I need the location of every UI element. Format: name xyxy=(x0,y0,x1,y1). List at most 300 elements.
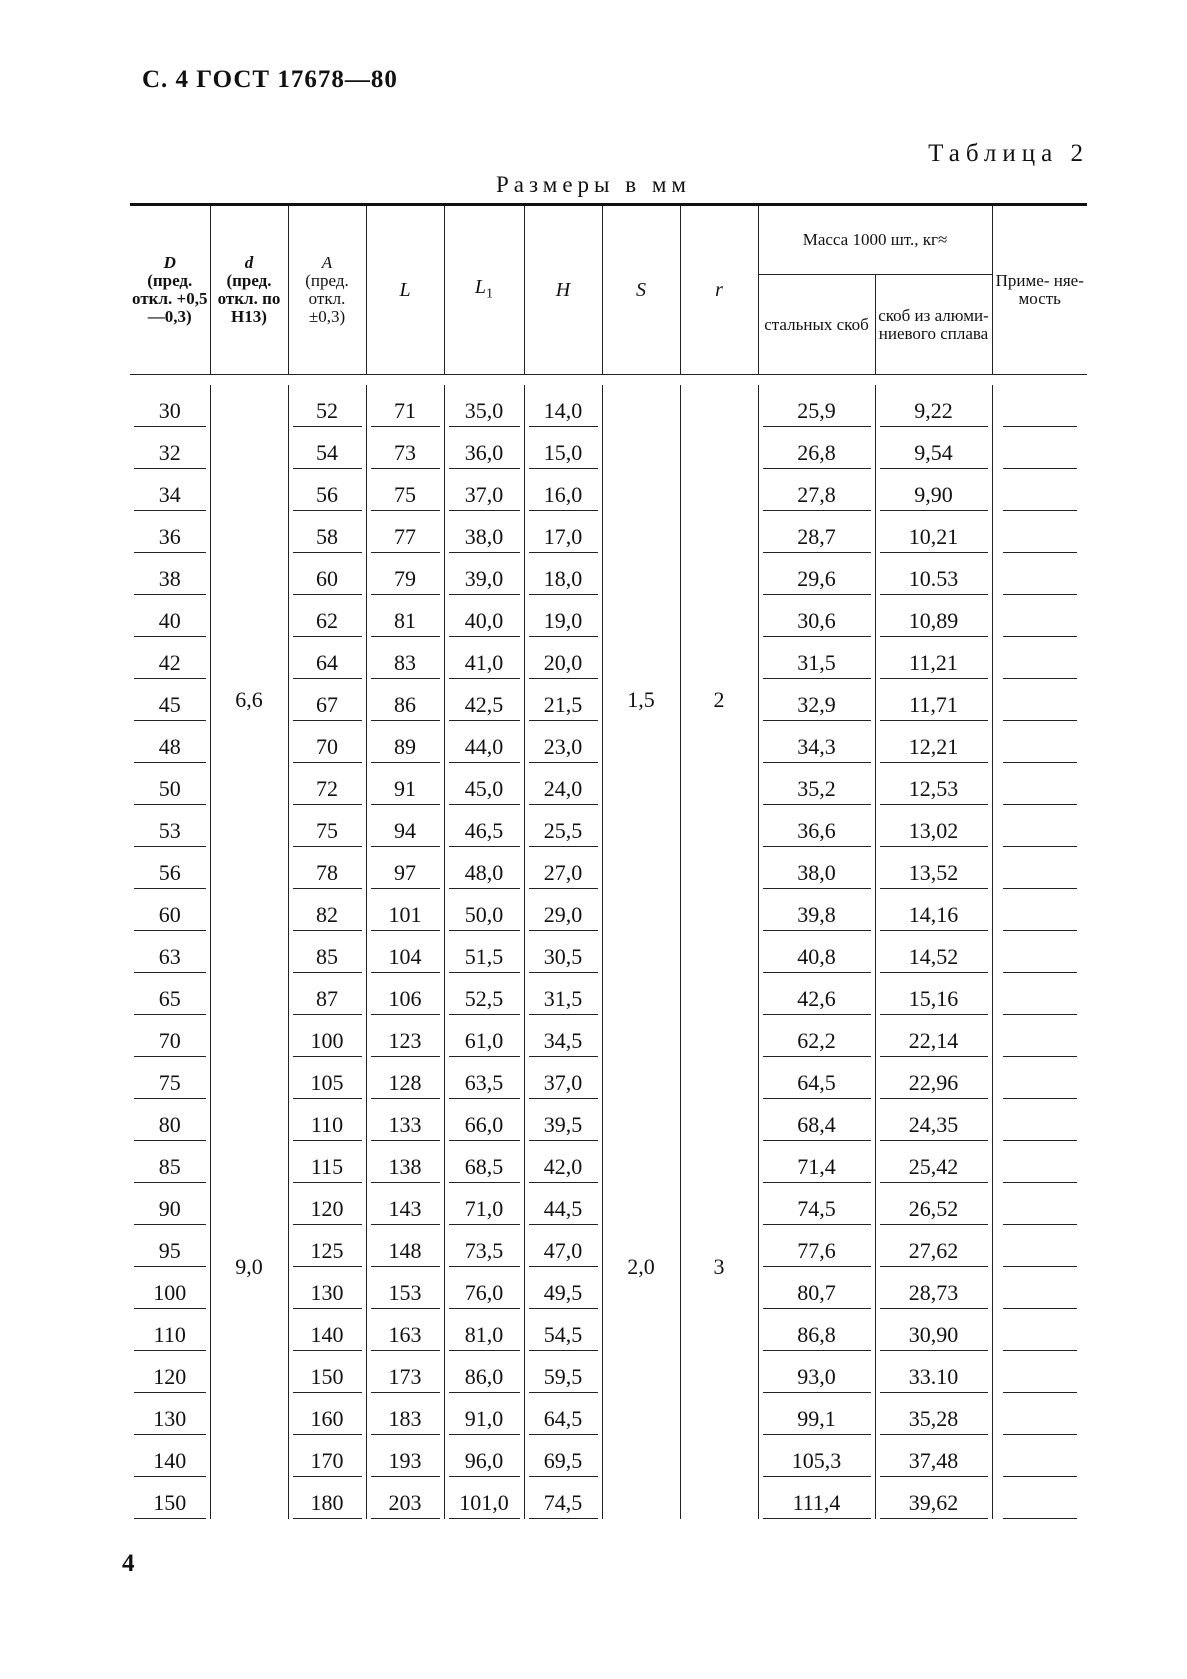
cell-mass-steel xyxy=(758,1141,875,1183)
cell-H xyxy=(524,511,602,553)
cell-mass-steel xyxy=(758,763,875,805)
cell-A-value: 115 xyxy=(293,1154,362,1183)
cell-mass-steel xyxy=(758,679,875,721)
cell-D-value: 70 xyxy=(134,1028,206,1057)
cell-D-value: 56 xyxy=(134,860,206,889)
cell-H xyxy=(524,427,602,469)
cell-L xyxy=(366,637,444,679)
cell-A-value: 87 xyxy=(293,986,362,1015)
cell-D-value: 60 xyxy=(134,902,206,931)
units-caption: Размеры в мм xyxy=(496,172,691,197)
cell-L1 xyxy=(444,1183,524,1225)
cell-H xyxy=(524,1435,602,1477)
cell-D xyxy=(130,637,210,679)
cell-mass-alu xyxy=(875,1267,992,1309)
cell-H xyxy=(524,1057,602,1099)
cell-L xyxy=(366,847,444,889)
cell-H xyxy=(524,1225,602,1267)
cell-mass-alu xyxy=(875,973,992,1015)
usage-blank-line xyxy=(1003,650,1078,679)
cell-mass-steel xyxy=(758,931,875,973)
cell-H xyxy=(524,637,602,679)
cell-mass-alu xyxy=(875,1015,992,1057)
col-header-r xyxy=(680,205,758,375)
usage-blank-line xyxy=(1003,1154,1078,1183)
col-S-symbol: S xyxy=(636,278,646,301)
table-row xyxy=(130,1015,1087,1057)
cell-A-value: 78 xyxy=(293,860,362,889)
cell-A xyxy=(288,847,366,889)
cell-H xyxy=(524,1477,602,1519)
cell-L-value: 163 xyxy=(371,1322,440,1351)
cell-mass-alu-value: 33.10 xyxy=(880,1364,988,1393)
cell-mass-alu-value: 28,73 xyxy=(880,1280,988,1309)
cell-usage xyxy=(992,847,1087,889)
cell-H xyxy=(524,931,602,973)
cell-A-value: 52 xyxy=(293,398,362,427)
usage-blank-line xyxy=(1003,1070,1078,1099)
cell-H xyxy=(524,1267,602,1309)
cell-usage xyxy=(992,511,1087,553)
cell-L1-value: 52,5 xyxy=(449,986,520,1015)
cell-L-value: 101 xyxy=(371,902,440,931)
cell-mass-alu-value: 30,90 xyxy=(880,1322,988,1351)
cell-mass-alu-value: 14,16 xyxy=(880,902,988,931)
usage-blank-line xyxy=(1003,1490,1078,1519)
cell-mass-steel-value: 29,6 xyxy=(763,566,871,595)
cell-H-value: 42,0 xyxy=(529,1154,598,1183)
cell-L1-value: 73,5 xyxy=(449,1238,520,1267)
cell-L-value: 133 xyxy=(371,1112,440,1141)
cell-mass-steel xyxy=(758,469,875,511)
cell-D xyxy=(130,1351,210,1393)
cell-L1 xyxy=(444,973,524,1015)
cell-mass-steel-value: 31,5 xyxy=(763,650,871,679)
cell-mass-alu-value: 37,48 xyxy=(880,1448,988,1477)
cell-mass-steel xyxy=(758,1267,875,1309)
cell-D-value: 38 xyxy=(134,566,206,595)
cell-mass-steel xyxy=(758,553,875,595)
cell-A xyxy=(288,1435,366,1477)
cell-mass-steel xyxy=(758,385,875,427)
cell-H xyxy=(524,1015,602,1057)
cell-H-value: 39,5 xyxy=(529,1112,598,1141)
cell-L1 xyxy=(444,1015,524,1057)
cell-L1 xyxy=(444,721,524,763)
cell-H xyxy=(524,1309,602,1351)
cell-L xyxy=(366,385,444,427)
usage-blank-line xyxy=(1003,1448,1078,1477)
cell-H-value: 19,0 xyxy=(529,608,598,637)
cell-L xyxy=(366,1183,444,1225)
cell-L xyxy=(366,553,444,595)
cell-D xyxy=(130,1183,210,1225)
cell-H-value: 15,0 xyxy=(529,440,598,469)
cell-usage xyxy=(992,805,1087,847)
cell-H-value: 29,0 xyxy=(529,902,598,931)
cell-D-value: 36 xyxy=(134,524,206,553)
cell-mass-alu-value: 13,02 xyxy=(880,818,988,847)
cell-mass-steel-value: 34,3 xyxy=(763,734,871,763)
cell-D xyxy=(130,1477,210,1519)
usage-blank-line xyxy=(1003,734,1078,763)
cell-usage xyxy=(992,931,1087,973)
cell-S-group: 1,5 xyxy=(602,385,680,1015)
cell-L1-value: 63,5 xyxy=(449,1070,520,1099)
cell-D-value: 32 xyxy=(134,440,206,469)
usage-blank-line xyxy=(1003,440,1078,469)
cell-mass-alu-value: 27,62 xyxy=(880,1238,988,1267)
col-header-usage: Приме- няе- мость xyxy=(992,205,1087,375)
cell-mass-steel xyxy=(758,1015,875,1057)
usage-blank-line xyxy=(1003,524,1078,553)
cell-L1 xyxy=(444,385,524,427)
cell-L xyxy=(366,1351,444,1393)
cell-D xyxy=(130,1267,210,1309)
cell-H-value: 44,5 xyxy=(529,1196,598,1225)
cell-D-value: 42 xyxy=(134,650,206,679)
cell-L1 xyxy=(444,1141,524,1183)
cell-L1 xyxy=(444,1057,524,1099)
cell-L xyxy=(366,1225,444,1267)
cell-A xyxy=(288,595,366,637)
cell-L1 xyxy=(444,469,524,511)
table-row xyxy=(130,385,1087,427)
cell-D xyxy=(130,1225,210,1267)
cell-D xyxy=(130,595,210,637)
cell-mass-steel-value: 39,8 xyxy=(763,902,871,931)
cell-mass-steel-value: 38,0 xyxy=(763,860,871,889)
cell-A xyxy=(288,1267,366,1309)
cell-L1 xyxy=(444,931,524,973)
cell-H xyxy=(524,385,602,427)
cell-A xyxy=(288,889,366,931)
cell-H xyxy=(524,1099,602,1141)
cell-mass-steel xyxy=(758,1225,875,1267)
cell-L1-value: 76,0 xyxy=(449,1280,520,1309)
cell-mass-steel-value: 77,6 xyxy=(763,1238,871,1267)
cell-mass-alu xyxy=(875,511,992,553)
cell-mass-alu xyxy=(875,847,992,889)
cell-L1-value: 42,5 xyxy=(449,692,520,721)
cell-H-value: 69,5 xyxy=(529,1448,598,1477)
cell-L1-value: 66,0 xyxy=(449,1112,520,1141)
col-header-L xyxy=(366,205,444,375)
cell-mass-steel xyxy=(758,973,875,1015)
cell-mass-alu xyxy=(875,1183,992,1225)
cell-usage xyxy=(992,637,1087,679)
cell-L1-value: 71,0 xyxy=(449,1196,520,1225)
cell-H xyxy=(524,595,602,637)
cell-A xyxy=(288,1351,366,1393)
cell-L1-value: 39,0 xyxy=(449,566,520,595)
cell-usage xyxy=(992,889,1087,931)
cell-mass-alu-value: 24,35 xyxy=(880,1112,988,1141)
cell-usage xyxy=(992,469,1087,511)
cell-mass-alu xyxy=(875,1477,992,1519)
cell-H-value: 30,5 xyxy=(529,944,598,973)
cell-mass-alu xyxy=(875,637,992,679)
cell-mass-alu xyxy=(875,1309,992,1351)
cell-L1-value: 101,0 xyxy=(449,1490,520,1519)
cell-A-value: 54 xyxy=(293,440,362,469)
usage-blank-line xyxy=(1003,1028,1078,1057)
cell-L1-value: 91,0 xyxy=(449,1406,520,1435)
cell-A-value: 72 xyxy=(293,776,362,805)
cell-A-value: 150 xyxy=(293,1364,362,1393)
cell-L-value: 77 xyxy=(371,524,440,553)
usage-blank-line xyxy=(1003,482,1078,511)
cell-D-value: 150 xyxy=(134,1490,206,1519)
cell-A-value: 140 xyxy=(293,1322,362,1351)
cell-mass-steel xyxy=(758,1099,875,1141)
cell-H xyxy=(524,553,602,595)
cell-mass-alu xyxy=(875,1435,992,1477)
cell-L-value: 97 xyxy=(371,860,440,889)
cell-mass-steel-value: 30,6 xyxy=(763,608,871,637)
table-body xyxy=(130,385,1087,1519)
cell-A-value: 70 xyxy=(293,734,362,763)
cell-A xyxy=(288,1057,366,1099)
cell-d-group: 6,6 xyxy=(210,385,288,1015)
cell-D xyxy=(130,553,210,595)
cell-mass-steel xyxy=(758,847,875,889)
cell-A xyxy=(288,469,366,511)
cell-mass-alu xyxy=(875,427,992,469)
cell-mass-steel-value: 40,8 xyxy=(763,944,871,973)
cell-L1-value: 50,0 xyxy=(449,902,520,931)
cell-L-value: 193 xyxy=(371,1448,440,1477)
cell-usage xyxy=(992,1351,1087,1393)
cell-L1-value: 68,5 xyxy=(449,1154,520,1183)
cell-L1-value: 48,0 xyxy=(449,860,520,889)
cell-A-value: 130 xyxy=(293,1280,362,1309)
cell-H-value: 18,0 xyxy=(529,566,598,595)
cell-L-value: 153 xyxy=(371,1280,440,1309)
cell-L1-value: 81,0 xyxy=(449,1322,520,1351)
cell-D xyxy=(130,973,210,1015)
usage-blank-line xyxy=(1003,1112,1078,1141)
cell-D xyxy=(130,763,210,805)
cell-D xyxy=(130,1309,210,1351)
cell-mass-steel-value: 99,1 xyxy=(763,1406,871,1435)
cell-D xyxy=(130,469,210,511)
cell-A xyxy=(288,1477,366,1519)
cell-D xyxy=(130,1141,210,1183)
cell-L xyxy=(366,1057,444,1099)
cell-mass-alu xyxy=(875,931,992,973)
cell-L-value: 73 xyxy=(371,440,440,469)
cell-L-value: 79 xyxy=(371,566,440,595)
usage-blank-line xyxy=(1003,1364,1078,1393)
cell-L1 xyxy=(444,427,524,469)
usage-blank-line xyxy=(1003,692,1078,721)
cell-L1-value: 35,0 xyxy=(449,398,520,427)
cell-H xyxy=(524,847,602,889)
cell-mass-alu-value: 26,52 xyxy=(880,1196,988,1225)
col-L1-symbol: L xyxy=(474,275,487,298)
cell-S-group: 2,0 xyxy=(602,1015,680,1519)
cell-L1-value: 45,0 xyxy=(449,776,520,805)
cell-mass-alu xyxy=(875,553,992,595)
cell-mass-alu xyxy=(875,1057,992,1099)
cell-D-value: 48 xyxy=(134,734,206,763)
cell-A-value: 82 xyxy=(293,902,362,931)
cell-D-value: 65 xyxy=(134,986,206,1015)
cell-L-value: 143 xyxy=(371,1196,440,1225)
cell-A-value: 64 xyxy=(293,650,362,679)
cell-D-value: 95 xyxy=(134,1238,206,1267)
cell-mass-steel-value: 64,5 xyxy=(763,1070,871,1099)
cell-mass-alu xyxy=(875,469,992,511)
cell-D xyxy=(130,721,210,763)
cell-mass-steel xyxy=(758,889,875,931)
col-header-H xyxy=(524,205,602,375)
col-D-symbol: D xyxy=(163,253,176,272)
cell-mass-steel-value: 111,4 xyxy=(763,1490,871,1519)
col-header-L1 xyxy=(444,205,524,375)
cell-A xyxy=(288,973,366,1015)
cell-mass-steel xyxy=(758,637,875,679)
cell-A xyxy=(288,1015,366,1057)
cell-H-value: 34,5 xyxy=(529,1028,598,1057)
cell-H xyxy=(524,1141,602,1183)
cell-A xyxy=(288,1393,366,1435)
page-number: 4 xyxy=(122,1550,135,1577)
cell-L-value: 91 xyxy=(371,776,440,805)
col-header-S xyxy=(602,205,680,375)
cell-mass-alu xyxy=(875,721,992,763)
cell-L-value: 173 xyxy=(371,1364,440,1393)
cell-mass-steel-value: 28,7 xyxy=(763,524,871,553)
cell-mass-steel xyxy=(758,427,875,469)
cell-mass-alu xyxy=(875,1351,992,1393)
usage-blank-line xyxy=(1003,818,1078,847)
cell-mass-alu-value: 12,53 xyxy=(880,776,988,805)
cell-A-value: 120 xyxy=(293,1196,362,1225)
cell-L1-value: 96,0 xyxy=(449,1448,520,1477)
col-header-steel: стальных скоб xyxy=(758,275,875,375)
usage-blank-line xyxy=(1003,398,1078,427)
cell-usage xyxy=(992,679,1087,721)
cell-L xyxy=(366,1267,444,1309)
cell-L1-value: 36,0 xyxy=(449,440,520,469)
cell-L1-value: 46,5 xyxy=(449,818,520,847)
page-header: С. 4 ГОСТ 17678—80 xyxy=(142,66,398,93)
cell-L1 xyxy=(444,1267,524,1309)
cell-D-value: 120 xyxy=(134,1364,206,1393)
cell-A-value: 75 xyxy=(293,818,362,847)
cell-D xyxy=(130,1015,210,1057)
cell-H-value: 16,0 xyxy=(529,482,598,511)
cell-H-value: 14,0 xyxy=(529,398,598,427)
cell-L-value: 128 xyxy=(371,1070,440,1099)
table-caption: Таблица 2 xyxy=(928,140,1089,167)
col-H-symbol: H xyxy=(555,278,571,301)
cell-A xyxy=(288,1225,366,1267)
cell-A-value: 110 xyxy=(293,1112,362,1141)
usage-blank-line xyxy=(1003,1322,1078,1351)
cell-H-value: 47,0 xyxy=(529,1238,598,1267)
cell-mass-alu-value: 10.53 xyxy=(880,566,988,595)
cell-mass-alu xyxy=(875,385,992,427)
cell-A xyxy=(288,1099,366,1141)
cell-L xyxy=(366,931,444,973)
cell-L-value: 104 xyxy=(371,944,440,973)
cell-mass-alu-value: 10,21 xyxy=(880,524,988,553)
col-r-symbol: r xyxy=(715,278,723,301)
cell-mass-steel xyxy=(758,595,875,637)
cell-r-group: 2 xyxy=(680,385,758,1015)
usage-blank-line xyxy=(1003,1280,1078,1309)
cell-mass-steel-value: 105,3 xyxy=(763,1448,871,1477)
usage-blank-line xyxy=(1003,1406,1078,1435)
cell-L1-value: 41,0 xyxy=(449,650,520,679)
cell-H xyxy=(524,1183,602,1225)
usage-blank-line xyxy=(1003,1238,1078,1267)
cell-H-value: 27,0 xyxy=(529,860,598,889)
cell-D-value: 110 xyxy=(134,1322,206,1351)
cell-L1-value: 38,0 xyxy=(449,524,520,553)
cell-mass-alu xyxy=(875,595,992,637)
cell-mass-alu xyxy=(875,805,992,847)
cell-D xyxy=(130,1435,210,1477)
cell-usage xyxy=(992,1309,1087,1351)
cell-L1-value: 86,0 xyxy=(449,1364,520,1393)
cell-L1 xyxy=(444,1225,524,1267)
cell-A xyxy=(288,427,366,469)
cell-L-value: 183 xyxy=(371,1406,440,1435)
cell-H-value: 74,5 xyxy=(529,1490,598,1519)
col-header-d xyxy=(210,205,288,375)
cell-L xyxy=(366,427,444,469)
cell-L xyxy=(366,763,444,805)
cell-usage xyxy=(992,595,1087,637)
cell-D-value: 130 xyxy=(134,1406,206,1435)
cell-mass-alu xyxy=(875,889,992,931)
cell-L xyxy=(366,1099,444,1141)
cell-usage xyxy=(992,1015,1087,1057)
cell-L1 xyxy=(444,595,524,637)
cell-D-value: 50 xyxy=(134,776,206,805)
cell-H xyxy=(524,973,602,1015)
cell-L-value: 81 xyxy=(371,608,440,637)
cell-mass-steel-value: 68,4 xyxy=(763,1112,871,1141)
cell-L-value: 83 xyxy=(371,650,440,679)
cell-mass-steel xyxy=(758,1309,875,1351)
cell-H xyxy=(524,469,602,511)
cell-L1-value: 51,5 xyxy=(449,944,520,973)
cell-usage xyxy=(992,1477,1087,1519)
cell-mass-steel-value: 71,4 xyxy=(763,1154,871,1183)
cell-D-value: 30 xyxy=(134,398,206,427)
cell-mass-steel-value: 42,6 xyxy=(763,986,871,1015)
cell-usage xyxy=(992,1393,1087,1435)
cell-L1 xyxy=(444,511,524,553)
cell-L xyxy=(366,595,444,637)
cell-usage xyxy=(992,1435,1087,1477)
cell-mass-steel xyxy=(758,1477,875,1519)
cell-mass-alu xyxy=(875,1225,992,1267)
cell-L xyxy=(366,1015,444,1057)
cell-mass-steel-value: 80,7 xyxy=(763,1280,871,1309)
cell-mass-alu-value: 10,89 xyxy=(880,608,988,637)
cell-D-value: 90 xyxy=(134,1196,206,1225)
col-L1-subscript: 1 xyxy=(486,285,494,302)
cell-mass-alu-value: 11,71 xyxy=(880,692,988,721)
cell-L1 xyxy=(444,1351,524,1393)
dimensions-table xyxy=(130,203,1087,1519)
